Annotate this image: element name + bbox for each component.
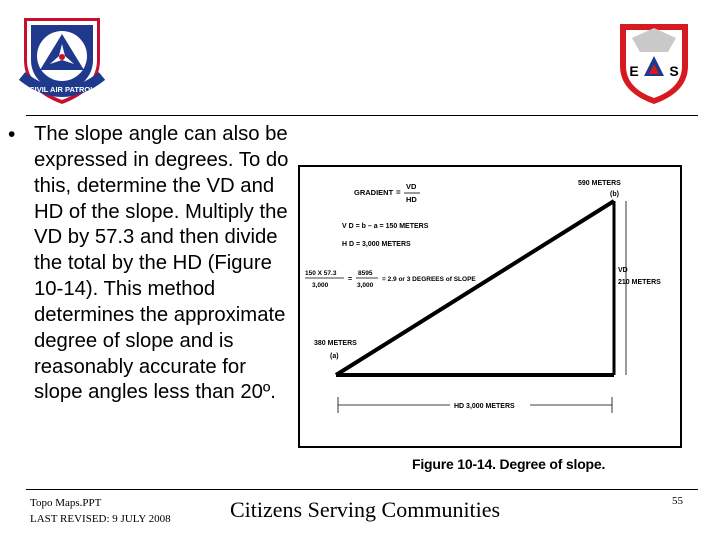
calc-left-numerator: 150 X 57.3 bbox=[305, 270, 337, 277]
gradient-denominator: HD bbox=[406, 195, 417, 204]
slope-diagram bbox=[298, 165, 682, 448]
point-a-label: (a) bbox=[330, 353, 339, 360]
footer-tagline: Citizens Serving Communities bbox=[230, 497, 501, 522]
hd-bottom-label: HD 3,000 METERS bbox=[454, 403, 515, 410]
es-letter-e: E bbox=[629, 63, 639, 79]
emergency-services-badge-icon bbox=[612, 16, 696, 106]
calc-left-denominator: 3,000 bbox=[312, 282, 329, 289]
bottom-left-elevation: 380 METERS bbox=[314, 340, 357, 347]
emergency-services-logo bbox=[612, 16, 696, 106]
cap-logo-text: CIVIL AIR PATROL bbox=[29, 85, 95, 94]
vd-equation: V D = b – a = 150 METERS bbox=[342, 223, 429, 230]
calc-eq: = bbox=[348, 276, 353, 283]
figure-caption: Figure 10-14. Degree of slope. bbox=[412, 456, 606, 472]
gradient-numerator: VD bbox=[406, 182, 417, 191]
civil-air-patrol-logo bbox=[14, 10, 110, 106]
point-b-label: (b) bbox=[610, 191, 619, 198]
civil-air-patrol-shield-icon bbox=[14, 10, 110, 106]
top-right-elevation: 590 METERS bbox=[578, 180, 621, 187]
footer-info bbox=[30, 495, 171, 527]
es-letter-s: S bbox=[669, 63, 679, 79]
calc-mid-denominator: 3,000 bbox=[357, 282, 374, 289]
slope-figure bbox=[298, 165, 682, 448]
footer-last-revised: LAST REVISED: 9 JULY 2008 bbox=[30, 513, 171, 525]
footer-file-name: Topo Maps.PPT bbox=[30, 497, 102, 509]
hd-equation: H D = 3,000 METERS bbox=[342, 241, 411, 248]
footer-divider bbox=[26, 489, 698, 490]
bullet-text: The slope angle can also be expressed in degrees. To do this, determine the VD and HD of the slope. Multiply the VD by 57.3 and then divide the total by the HD (Figure 10-14). This method determines the approximate degree of slope and is reasonably accurate for slope angles less than 20º. bbox=[34, 123, 289, 404]
calc-mid-numerator: 8595 bbox=[358, 270, 373, 277]
calc-result: = 2.9 or 3 DEGREES of SLOPE bbox=[382, 276, 476, 283]
header-divider bbox=[26, 115, 698, 116]
vd-side-label: VD bbox=[618, 267, 628, 274]
page-number: 55 bbox=[672, 495, 683, 507]
gradient-label: GRADIENT bbox=[354, 188, 394, 197]
bullet-marker: • bbox=[8, 123, 16, 146]
vd-side-value: 210 METERS bbox=[618, 279, 661, 286]
gradient-eq: = bbox=[396, 188, 401, 197]
